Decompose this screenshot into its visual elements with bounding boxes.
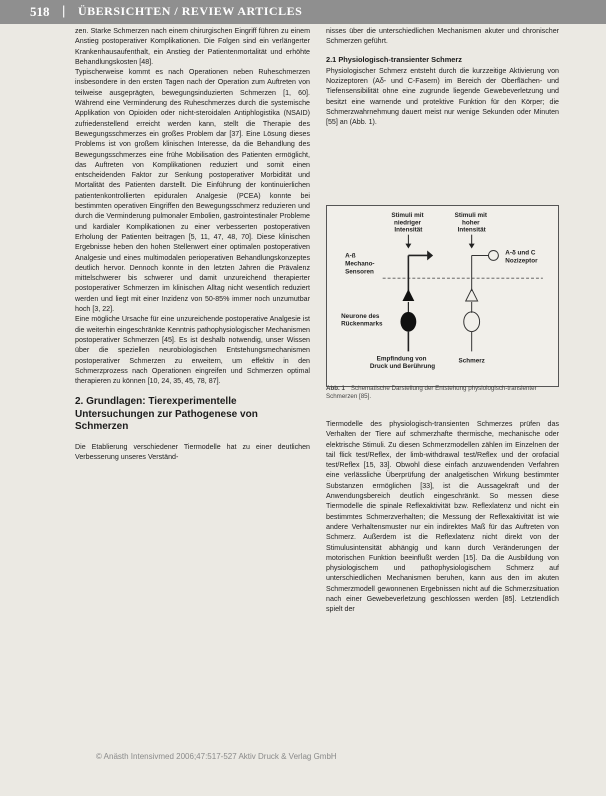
left-column [75, 26, 310, 462]
label-spinal-neurons: Neurone des Rückenmarks [341, 312, 383, 328]
page-footer: © Anästh Intensivmed 2006;47:517-527 Aktiv Druck & Verlag GmbH [96, 752, 337, 761]
right-column-top [326, 26, 559, 128]
label-pain: Schmerz [458, 357, 485, 365]
a-beta-terminal [402, 289, 414, 301]
header-separator: | [62, 3, 66, 18]
left-paragraph-1: zen. Starke Schmerzen nach einem chirurgischen Eingriff führen zu einem Anstieg postoperativer Komplikationen. Die Folgen sind ein verlängerter Krankenhausaufenthalt, ein Anstieg der Patientenmortalität und erhöhte Behandlungskosten [48]. [75, 27, 310, 66]
page-header [0, 0, 606, 24]
label-sensation-pressure-touch: Empfindung von Druck und Berührung [369, 355, 436, 371]
caption-label: Abb. 1 [326, 385, 345, 392]
label-a-delta-c-nociceptor: A-δ und C Nozizeptor [505, 249, 538, 265]
nociceptor-ending [488, 251, 498, 261]
label-stimuli-high: Stimuli mit hoher Intensität [454, 211, 487, 234]
nociceptor-spinal-neuron [464, 312, 480, 332]
left-paragraph-3: Eine mögliche Ursache für eine unzureichende postoperative Analgesie ist die weiterhin eingeschränkte Kenntnis pathophysiologischer Mechanismen postoperativer Schmerzen [45]. Es ist deshalb notwendig, unser Wissen über die speziellen neurobiologischen Entstehungsmechanismen postoperativer Schmerzen zu erweitern, um effektiv in den Schmerzprozess nach Operationen eingreifen und Schmerzen optimal therapieren zu können [10, 24, 35, 45, 78, 87]. [75, 315, 310, 386]
stimulus-arrowhead-high [469, 244, 475, 249]
a-beta-spinal-neuron [400, 312, 416, 332]
a-beta-receptor-end [427, 251, 433, 261]
caption-text: Schematische Darstellung der Entstehung physiologisch-transienter Schmerzen [85]. [326, 385, 537, 400]
right-paragraph-2: Physiologischer Schmerz entsteht durch die kurzzeitige Aktivierung von Nozizeptoren (Aδ- und C-Fasern) im Bereich der Oberflächen- und Tiefensensibilität ohne eine zugrunde liegende Gewebeverletzung und besitzt eine warnende und protektive Funktion für den Körper; die Schmerzwahrnehmung dauert meist nur wenige Sekunden oder Minuten [55] an (Abb. 1). [326, 66, 559, 127]
stimulus-arrowhead-low [405, 244, 411, 249]
label-stimuli-low: Stimuli mit niedriger Intensität [391, 211, 424, 234]
left-paragraph-4: Die Etablierung verschiedener Tiermodelle hat zu einer deutlichen Verbesserung unseres Verständ- [75, 442, 310, 462]
subsection-heading-2-1: 2.1 Physiologisch-transienter Schmerz [326, 54, 462, 64]
right-paragraph-3: Tiermodelle des physiologisch-transienten Schmerzes prüfen das Verhalten der Tiere auf schmerzhafte thermische, mechanische oder elektrische Stimuli. Zu diesen Schmerzmodellen zählen im Einzelnen der tail flick test/Reflex, der limb-withdrawal test/Reflex und der orofacial test/Reflex [15, 33]. Obwohl diese einfach anzuwendenden Verfahren eine verlässliche Überprüfung der analgetischen Wirkung bestimmter Substanzen ermöglichen [33], ist die Aussagekraft und der Anwendungsbereich deutlich eingeschränkt. So messen diese Tiermodelle die spinale Reflexaktivität bzw. Reflexlatenz und nicht ein bestimmtes Schmerzverhalten; die Messung der Reflexaktivität ist wie andere Verhaltensmuster nur ein indirektes Maß für das Auftreten von Schmerz. Außerdem ist die Reflexlatenz nicht direkt von der Stimulusintensität abhängig und kann durch Veränderungen der motorischen Funktion beeinflußt werden [15]. Da die Ausbildung von physiologischem und pathophysiologischem Schmerz auf unterschiedlichen Mechanismen beruhen, kann aus den im akuten Schmerzmodell gewonnenen Ergebnissen nicht auf die Schmerzsituation nach einer Gewebeverletzung geschlossen werden [85]. Letztendlich spielt der [326, 420, 559, 614]
label-a-beta-mechanosensors: A-ß Mechano- Sensoren [345, 252, 375, 276]
section-heading-2: 2. Grundlagen: Tierexperimentelle Untersuchungen zur Pathogenese von Schmerzen [75, 396, 258, 433]
right-paragraph-1: nisses über die unterschiedlichen Mechanismen akuter und chronischer Schmerzen geführt. [326, 27, 559, 46]
left-paragraph-2: Typischerweise kommt es nach Operationen neben Ruheschmerzen insbesondere in den ersten Tagen nach der Operation zum Auftreten von teilweise ausgeprägten, bewegungsinduzierten Schmerzen [1, 60]. Während eine Verminderung des Ruheschmerzes durch die systemische Applikation von Opioiden oder nicht-steroidalen Antiphlogistika (NSAID) zufriedenstellend erreicht werden kann, stellt die Therapie des Bewegungsschmerzes ein großes Problem dar [37]. Eine Lösung dieses Problems ist von großem klinischen Interesse, da die Behandlung des Bewegungsschmerzes eine frühe Mobilisation des Patienten ermöglicht, das Auftreten von Komplikationen reduziert und somit einen entscheidenden Faktor zur Senkung postoperativer Morbidität und Mortalität des Patienten darstellt. Die Einführung der kontinuierlichen patientenkontrollierten epiduralen Analgesie (PCEA) konnte bei bestimmten operativen Eingriffen den Bewegungsschmerz reduzieren und durch die Verminderung pulmonaler Embolien, gastrointestinaler Probleme und kardialer Komplikationen zu einer verbesserten postoperativen Erholung der Patienten beitragen [5, 11, 47, 48, 70]. Diese klinischen Ergebnisse heben den hohen Stellenwert einer optimalen postoperativen Analgesie und eines multimodalen perioperativen Behandlungskonzeptes deutlich hervor. Dennoch konnte in den letzten Jahren die Prävalenz mittelschwerer bis schwerer und damit unzureichend therapierter postoperativer Schmerzen im klinischen Alltag nicht wesentlich reduziert werden und liegt mit einer Inzidenz von 50-85% immer noch unzumutbar hoch [3, 22]. [75, 68, 310, 314]
figure-1-diagram [326, 205, 559, 387]
right-column-bottom [326, 419, 559, 615]
section-title: ÜBERSICHTEN / REVIEW ARTICLES [78, 4, 303, 18]
page-number: 518 [30, 4, 50, 19]
figure-caption [326, 385, 559, 401]
